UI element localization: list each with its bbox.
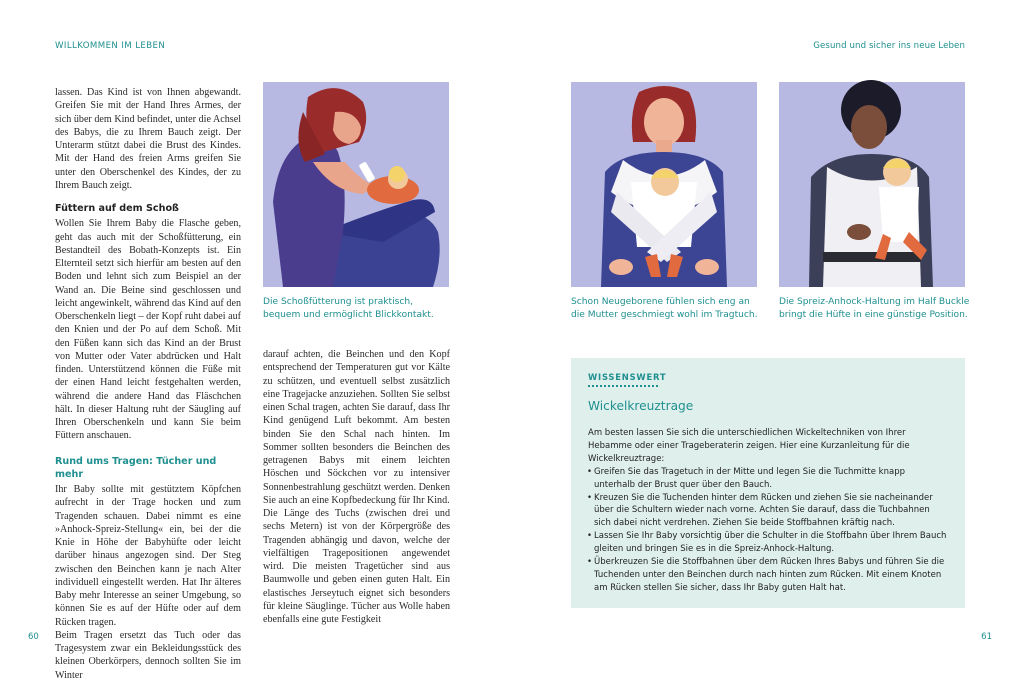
- wrap-length-paragraph: Die Länge des Tuchs (zwischen drei und sechs Metern) ist von der Körpergröße des Tragenden abhängig und davon, welche der vielfältigen Tragepositionen angewendet wird. Die meisten Tragetücher sind aus Baumwolle und geben einen guten Halt. Ein elastisches Jerseytuch eignet sich besonders für kleine Säuglinge. Tücher aus Wolle haben ebenfalls eine gute Festigkeit: [263, 508, 450, 625]
- illustration-wrap-carrier: [571, 82, 757, 287]
- running-head-right: Gesund und sicher ins neue Leben: [813, 41, 965, 51]
- dotted-divider: [588, 385, 658, 387]
- info-box-wickelkreuztrage: [571, 358, 965, 608]
- intro-paragraph: lassen. Das Kind ist von Ihnen abgewandt. Greifen Sie mit der Hand Ihres Armes, der sich über dem Kind befindet, unter die Achsel des Babys, die zu Ihrem Bauch zeigt. Der Unterarm stützt dabei die Brust des Kindes. Mit der Hand des freien Arms greifen Sie unter den Oberschenkel des Kindes, der zu Ihrem Bauch zeigt.: [55, 87, 241, 191]
- feeding-paragraph: Wollen Sie Ihrem Baby die Flasche geben, geht das auch mit der Schoßfütterung, ein Bestandteil des Bobath-Konzepts ist. Ein Elternteil setzt sich hierfür am besten auf den Boden und lehnt sich zum Beispiel an der Wand an. Die Beine sind geschlossen und leicht angewinkelt, während das Kind auf den Oberschenkeln liegt – der Kopf ruht dabei auf den Knien und der Po auf dem Schoß. Mit den Füßen kann sich das Kind an der Brust von Mutter oder Vater abdrücken und Halt finden. Unterstützend können die Füße mit der einen Hand leicht festgehalten werden, während die andere Hand das Fläschchen hält. In dieser Haltung ruht der Säugling auf Ihren Oberschenkeln und kann Sie beim Füttern anschauen.: [55, 218, 241, 442]
- illustration-half-buckle: [779, 82, 965, 287]
- heading-carrying: Rund ums Tragen: Tücher und mehr: [55, 455, 217, 480]
- carrying-paragraph: Ihr Baby sollte mit gestütztem Köpfchen aufrecht in der Trage hocken und zum Tragenden schauen. Dabei nimmt es eine »Anhock-Spreiz-Stellung« ein, bei der die Knie in Höhe der Babyhüfte oder leicht darüber hinaus angezogen sind. Der Steg zwischen den Beinchen kann je nach Alter individuell eingestellt werden. Hat Ihr älteres Baby mehr Interesse an seiner Umgebung, so können Sie es auf der Hüfte oder auf dem Rücken tragen.: [55, 484, 241, 628]
- half-buckle-artwork: [779, 82, 965, 287]
- caption-half-buckle: Die Spreiz-Anhock-Haltung im Half Buckle bringt die Hüfte in eine günstige Position.: [779, 297, 970, 321]
- heading-feeding: Füttern auf dem Schoß: [55, 203, 179, 214]
- list-item: • Kreuzen Sie die Tuchenden hinter dem Rücken und ziehen Sie sie nacheinander über die Schultern wieder nach vorne. Achten Sie darauf, dass die Tuchbahnen sich dabei nicht verdrehen. Ziehen Sie beide Stoffbahnen kräftig nach.: [588, 492, 948, 531]
- info-box-label: WISSENSWERT: [588, 372, 667, 382]
- caption-lap-feeding: Die Schoßfütterung ist praktisch, bequem und ermöglicht Blickkontakt.: [263, 297, 434, 321]
- clothing-paragraph: darauf achten, die Beinchen und den Kopf entsprechend der Temperaturen gut vor Kälte zu schützen, und eventuell selbst zusätzlich eine Tragejacke anzuziehen. Sollten Sie selbst einen Schal tragen, achten Sie darauf, dass Ihr Kind genügend Luft bekommt. Am besten binden Sie den Schal nach hinten. Im Sommer sollten besonders die Beinchen des getragenen Babys mit einem leichten Höschen und Söckchen vor zu intensiver Sonnenbestrahlung geschützt werden. Denken Sie auch an eine Kopfbedeckung für Ihr Kind.: [263, 349, 450, 506]
- running-head-left: WILLKOMMEN IM LEBEN: [55, 41, 166, 51]
- list-item: • Überkreuzen Sie die Stoffbahnen über dem Rücken Ihres Babys und führen Sie die Tuchenden unter den Beinchen durch nach hinten zum Rücken. Mit einem Knoten am Rücken stellen Sie sicher, dass Ihr Baby guten Halt hat.: [588, 556, 948, 595]
- lap-feeding-artwork: [263, 82, 449, 287]
- page-number-right: 61: [981, 632, 992, 642]
- wrap-carrier-artwork: [571, 82, 757, 287]
- info-box-intro: Am besten lassen Sie sich die unterschiedlichen Wickeltechniken von Ihrer Hebamme oder einer Trageberaterin zeigen. Hier eine Kurzanleitung für die Wickelkreuztrage:: [588, 428, 910, 464]
- illustration-lap-feeding: [263, 82, 449, 287]
- page-number-left: 60: [28, 632, 39, 642]
- text-column-2: [263, 348, 450, 626]
- info-box-steps: [588, 466, 948, 595]
- list-item: • Greifen Sie das Tragetuch in der Mitte und legen Sie die Tuchmitte knapp unterhalb der Brust quer über den Bauch.: [588, 466, 948, 492]
- carrying-paragraph-2: Beim Tragen ersetzt das Tuch oder das Tragesystem zwar ein Bekleidungsstück des kleinen Oberkörpers, dennoch sollten Sie im Winter: [55, 629, 241, 681]
- list-item: • Lassen Sie Ihr Baby vorsichtig über die Schulter in die Stoffbahn über Ihrem Bauch gleiten und bringen Sie es in die Spreiz-Anhock-Haltung.: [588, 530, 948, 556]
- info-box-title: Wickelkreuztrage: [588, 399, 694, 413]
- text-column-1: [55, 86, 241, 682]
- caption-wrap-carrier: Schon Neugeborene fühlen sich eng an die Mutter geschmiegt wohl im Tragtuch.: [571, 297, 758, 321]
